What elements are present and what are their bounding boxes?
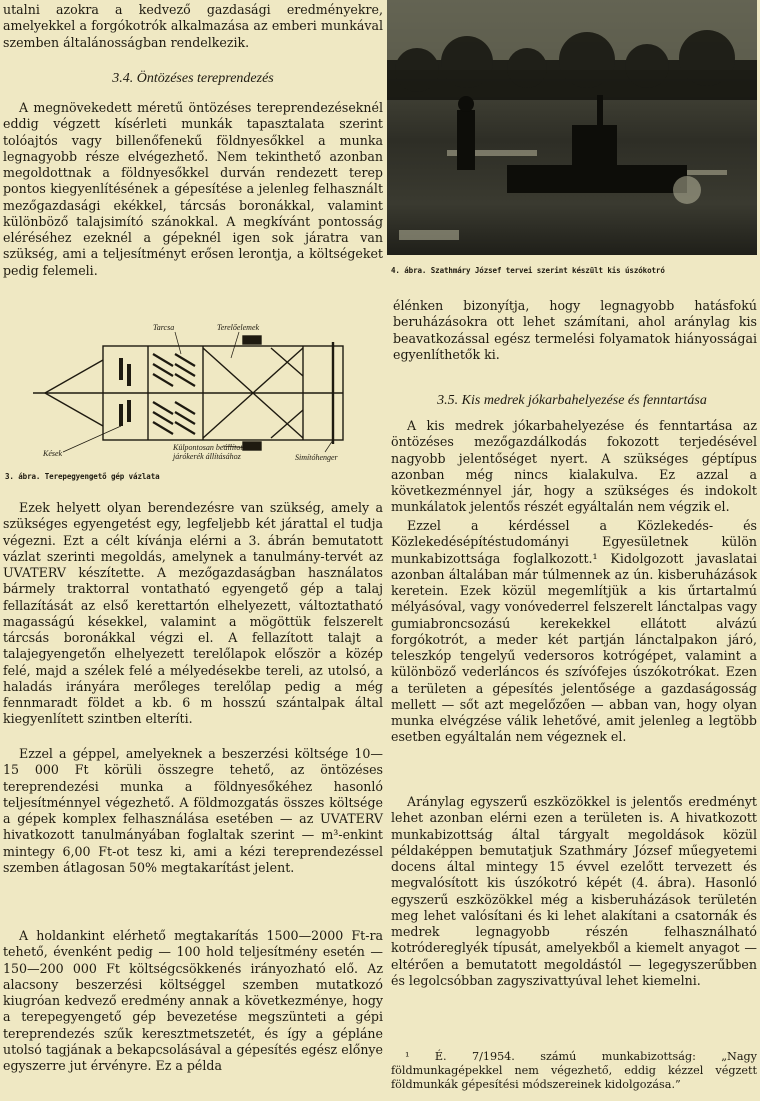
section-heading-3-5: 3.5. Kis medrek jókarbahelyezése és fenntartása — [437, 393, 707, 408]
fig3-label-kulpontosan: Külpontosan beállított — [173, 443, 245, 452]
footnote: ¹ É. 7/1954. számú munkabizottság: „Nagy földmunkagépekkel nem végezhető, eddig kézzel végzett földmunkák gépesítési módszereinek kidolgozása.” — [391, 1050, 757, 1091]
left-paragraph-5: A holdankint elérhető megtakarítás 1500—2000 Ft-ra tehető, évenként pedig — 100 hold teljesítmény esetén — 150—200 000 Ft költségcsökkenés irányozható elő. Az alacsony beszerzési költséggel szemben mutatkozó kiugróan kedvező eredmény annak a következménye, hogy a terepegyengető gép bevezetése megszünteti a gépi tereprendezés szűk keresztmetszetét, és így a gépláne utolsó tagjának a bekapcsolásával a gépesítés egész előnye egyszerre jut érvényre. Ez a példa — [3, 928, 383, 1073]
fig3-label-tereloelemek: Terelőelemek — [217, 323, 260, 332]
fig3-label-jarokerek: járókerék állításához — [173, 452, 241, 461]
right-paragraph-2: A kis medrek jókarbahelyezése és fenntartása az öntözéses mezőgazdálkodás fokozott terjedésével nagyobb jelentőséget nyert. A szükséges géptípus azonban még nincs kialakulva. Ez azzal a következménnyel jár, hogy a szükséges és indokolt munkálatok jelentős részét egyáltalán nem végzik el. — [391, 418, 757, 515]
left-paragraph-4: Ezzel a géppel, amelyeknek a beszerzési költsége 10—15 000 Ft körüli összegre tehető, az öntözéses tereprendezési munka a földnyesőkéhez hasonló teljesítménnyel végezhető. A földmozgatás összes költsége a gépek komplex felhasználása esetében — az UVATERV hivatkozott tanulmányában foglaltak szerint — m³-enkint mintegy 6,00 Ft-ot tesz ki, ami a kézi tereprendezéssel szemben átlagosan 50% megtakarítást jelent. — [3, 746, 383, 875]
left-paragraph-1: utalni azokra a kedvező gazdasági eredményekre, amelyekkel a forgókotrók alkalmazása az emberi munkával szemben általánosságban rendelkezik. — [3, 2, 383, 50]
left-paragraph-3: Ezek helyett olyan berendezésre van szükség, amely a szükséges egyengetést egy, legfeljebb két járattal el tudja végezni. Ezt a célt kívánja elérni a 3. ábrán bemutatott vázlat szerinti megoldás, amelynek a tanulmány-tervét az UVATERV készítette. A mezőgazdaságban használatos bármely traktorral vontatható egyengető gép a talaj fellazítását az első kerettartón elhelyezett, változtatható magasságú késekkel, valamint a mögöttük felszerelt tárcsás boronákkal végzi el. A fellazított talajt a talajegyengetőn elhelyezett terelőlapok először a közép felé, majd a szélek felé a mélyedésekbe tereli, az utolsó, a haladás irányára merőleges terelőlap pedig a még fennmaradt földet a kb. 6 m hosszú szántalpak által kiegyenlített szintben elteríti. — [3, 500, 383, 727]
right-paragraph-1: élénken bizonyítja, hogy legnagyobb hatásfokú beruházásokra ott lehet számítani, ahol aránylag kis beavatkozással egész termelési folyamatok hiányosságai egyenlíthetők ki. — [393, 298, 757, 362]
fig3-label-simitohenger: Simítóhenger — [295, 453, 338, 462]
section-heading-3-4: 3.4. Öntözéses tereprendezés — [112, 71, 274, 86]
figure-4-photo — [387, 0, 757, 255]
figure-3-caption: 3. ábra. Terepegyengető gép vázlata — [5, 472, 160, 481]
left-paragraph-2: A megnövekedett méretű öntözéses tereprendezéseknél eddig végzett kísérleti munkák tapasztalata szerint tolóajtós vagy billenőfenekű földnyesőkkel a munka legnagyobb része elvégezhető. Nem tekinthető azonban megoldottnak a földnyesőkkel durván rendezett terep pontos kiegyenlítésének a gépesítése a jelenleg felhasznált mezőgazdasági ekékkel, tárcsás boronákkal, valamint különböző talajsimító szánokkal. A megkívánt pontosság eléréséhez ezeknél a gépeknél igen sok járatra van szükség, ami a teljesítményt erősen lerontja, a költségeket pedig felemeli. — [3, 100, 383, 278]
figure-3-diagram — [3, 318, 383, 468]
right-paragraph-3: Ezzel a kérdéssel a Közlekedés- és Közlekedésépítéstudományi Egyesületnek külön munkabizottsága foglalkozott.¹ Kidolgozott javaslatai azonban általában már túlmennek az ún. kisberuházások keretein. Ezek közül megemlítjük a kis űrtartalmú mélyásóval, vagy vonóvederrel felszerelt lánctalpas vagy gumiabroncsozású kerekekkel ellátott alvázú forgókotrót, a meder két partján lánctalpakon járó, teleszkóp tengelyű vedersoros kotrógépet, valamint a különböző vederláncos és szívófejes úszókotrókat. Ezen a területen a gépesítés jelentősége a gazdaságosság mellett — sőt azt megelőzően — abban van, hogy olyan munka elvégzése válik lehetővé, amit jelenleg a legtöbb esetben egyáltalán nem végeznek el. — [391, 518, 757, 745]
fig3-label-tarcsa: Tarcsa — [153, 323, 175, 332]
fig3-label-kesek: Kések — [43, 449, 63, 458]
right-paragraph-4: Aránylag egyszerű eszközökkel is jelentős eredményt lehet azonban elérni ezen a területen is. A hivatkozott munkabizottság által tárgyalt megoldások közül példaképpen bemutatjuk Szathmáry József műegyetemi docens által mintegy 15 évvel ezelőtt tervezett és megvalósított kis úszókotró képét (4. ábra). Hasonló egyszerű eszközökkel még a kisberuházások területén meg lehet valósítani és ki lehet alakítani a csatornák és medrek legnagyobb részén felhasználható kotródereglyék típusát, amelyekből a kiemelt anyagot — eltérően a bemutatott megoldástól — legegyszerűbben és legolcsóbban zagyszivattyúval lehet kiemelni. — [391, 794, 757, 988]
figure-4-caption: 4. ábra. Szathmáry József tervei szerint készült kis úszókotró — [391, 266, 665, 275]
